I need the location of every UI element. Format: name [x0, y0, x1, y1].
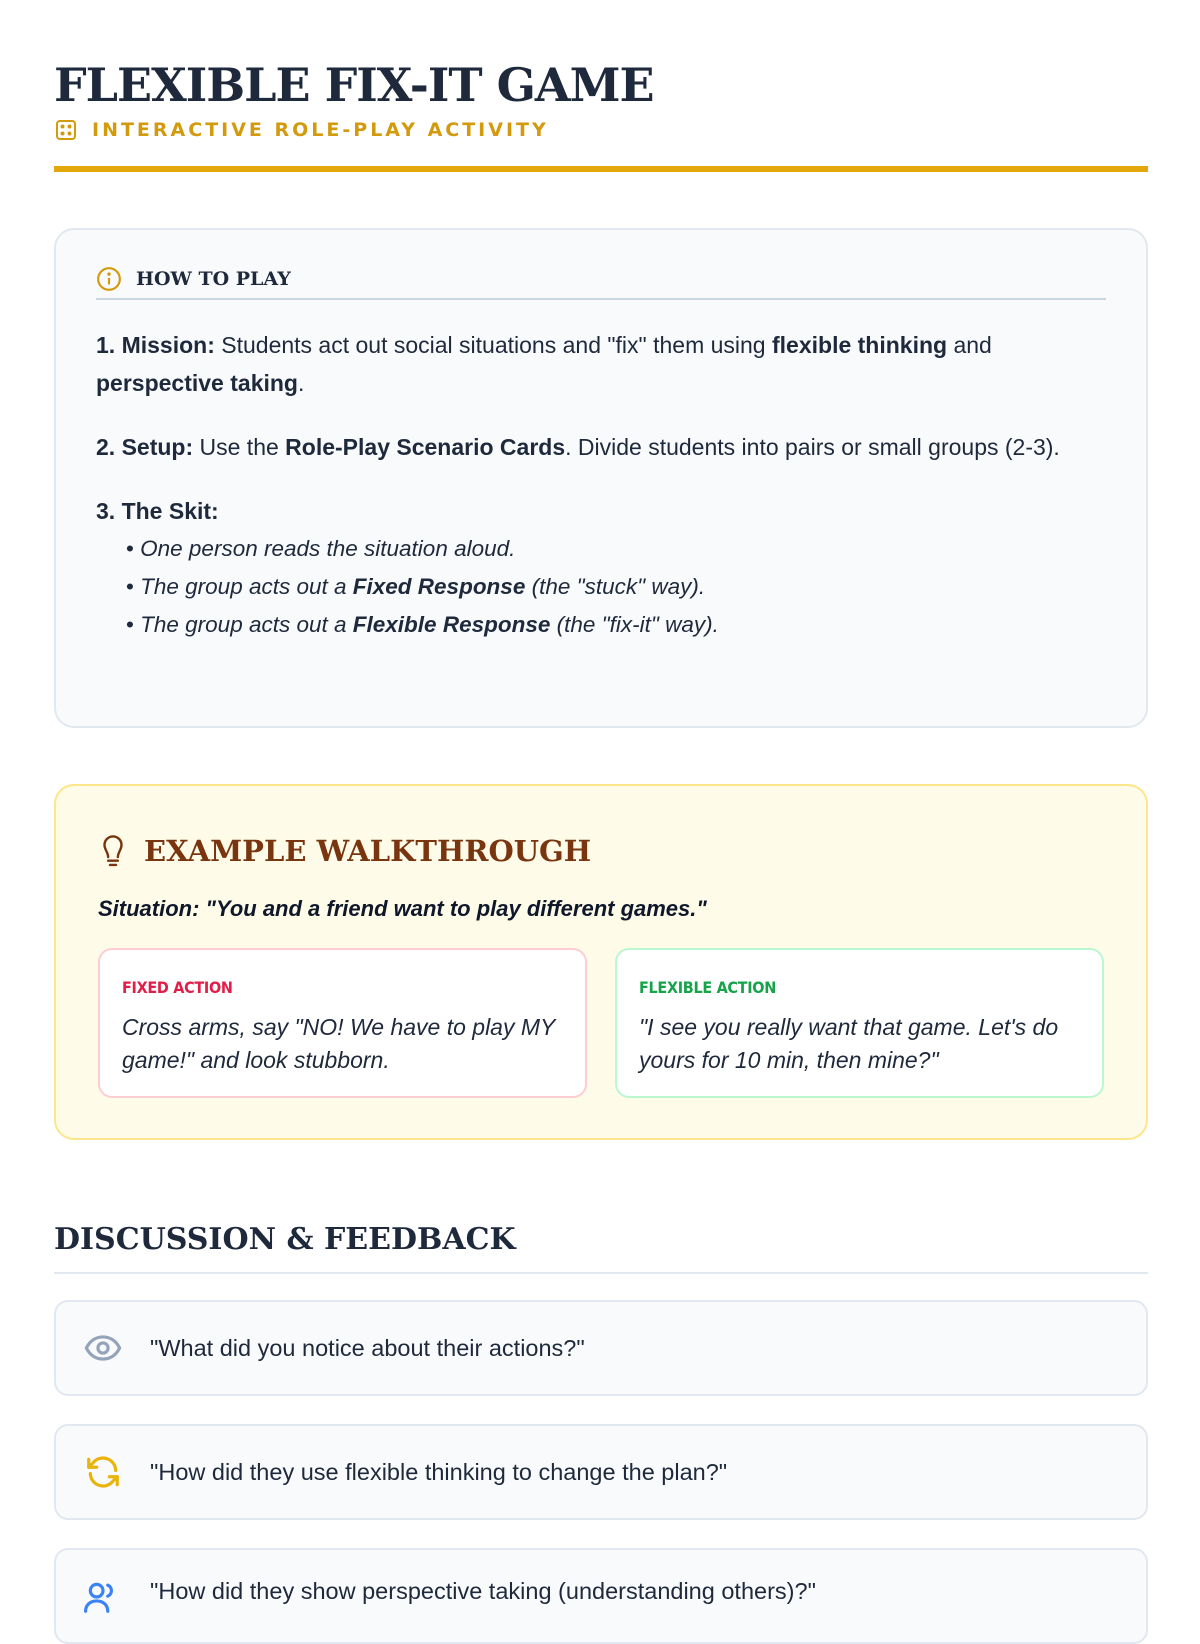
skit-step-text: (the "fix-it" way).: [550, 612, 719, 637]
mission-bold-perspective: perspective taking: [96, 370, 298, 396]
example-walkthrough-card: [54, 784, 1148, 1140]
setup-label: 2. Setup:: [96, 434, 194, 460]
dice-icon: [54, 118, 78, 142]
skit-paragraph: [96, 492, 1106, 530]
fixed-action-text: Cross arms, say "NO! We have to play MY game!" and look stubborn.: [122, 1014, 555, 1073]
subtitle-row: [54, 118, 1148, 142]
skit-step-text: The group acts out a: [140, 574, 353, 599]
skit-step-text: One person reads the situation aloud.: [140, 536, 516, 561]
eye-icon: [84, 1329, 122, 1367]
setup-text: Use the: [193, 434, 286, 460]
discussion-question-text: "What did you notice about their actions?": [150, 1334, 585, 1361]
lightbulb-icon: [98, 834, 128, 868]
example-header: [98, 834, 1104, 868]
how-to-play-header: [96, 266, 1106, 300]
skit-step-text: (the "stuck" way).: [525, 574, 706, 599]
setup-bold-cards: Role-Play Scenario Cards: [285, 434, 566, 460]
flexible-action-card: [615, 948, 1104, 1098]
mission-bold-flexible: flexible thinking: [772, 332, 948, 358]
users-icon: [84, 1578, 122, 1616]
fixed-action-card: [98, 948, 587, 1098]
fixed-action-label: FIXED ACTION: [122, 978, 233, 997]
flexible-action-label: FLEXIBLE ACTION: [639, 978, 776, 997]
skit-step-bold: Fixed Response: [352, 574, 526, 599]
discussion-question-text: "How did they show perspective taking (understanding others)?": [150, 1578, 816, 1604]
page-title: FLEXIBLE FIX-IT GAME: [54, 58, 654, 112]
discussion-question: [54, 1548, 1148, 1644]
skit-step: [126, 568, 1106, 606]
mission-text: Students act out social situations and "fix" them using: [214, 332, 772, 358]
skit-step-text: The group acts out a: [140, 612, 353, 637]
setup-paragraph: [96, 428, 1106, 466]
how-to-play-card: [54, 228, 1148, 728]
skit-step: [126, 606, 1106, 644]
mission-paragraph: [96, 326, 1106, 402]
discussion-question-text: "How did they use flexible thinking to change the plan?": [150, 1458, 728, 1485]
setup-text: . Divide students into pairs or small groups (2-3).: [565, 434, 1060, 460]
mission-text: and: [947, 332, 992, 358]
header-divider: [54, 166, 1148, 172]
discussion-divider: [54, 1272, 1148, 1274]
skit-steps: [96, 530, 1106, 644]
how-to-play-title: HOW TO PLAY: [136, 268, 291, 290]
refresh-icon: [84, 1453, 122, 1491]
skit-step: [126, 530, 1106, 568]
mission-label: 1. Mission:: [96, 332, 215, 358]
example-actions: [98, 948, 1104, 1098]
discussion-question: [54, 1424, 1148, 1520]
mission-text: .: [297, 370, 305, 396]
info-icon: [96, 266, 122, 292]
skit-step-bold: Flexible Response: [352, 612, 551, 637]
discussion-question: [54, 1300, 1148, 1396]
header: [54, 58, 1148, 142]
discussion-title: DISCUSSION & FEEDBACK: [54, 1222, 516, 1257]
flexible-action-text: "I see you really want that game. Let's do yours for 10 min, then mine?": [639, 1014, 1059, 1073]
page-subtitle: INTERACTIVE ROLE-PLAY ACTIVITY: [92, 119, 549, 141]
example-title: EXAMPLE WALKTHROUGH: [144, 834, 592, 868]
example-situation: Situation: "You and a friend want to play different games.": [98, 896, 707, 921]
skit-label: 3. The Skit:: [96, 498, 219, 524]
